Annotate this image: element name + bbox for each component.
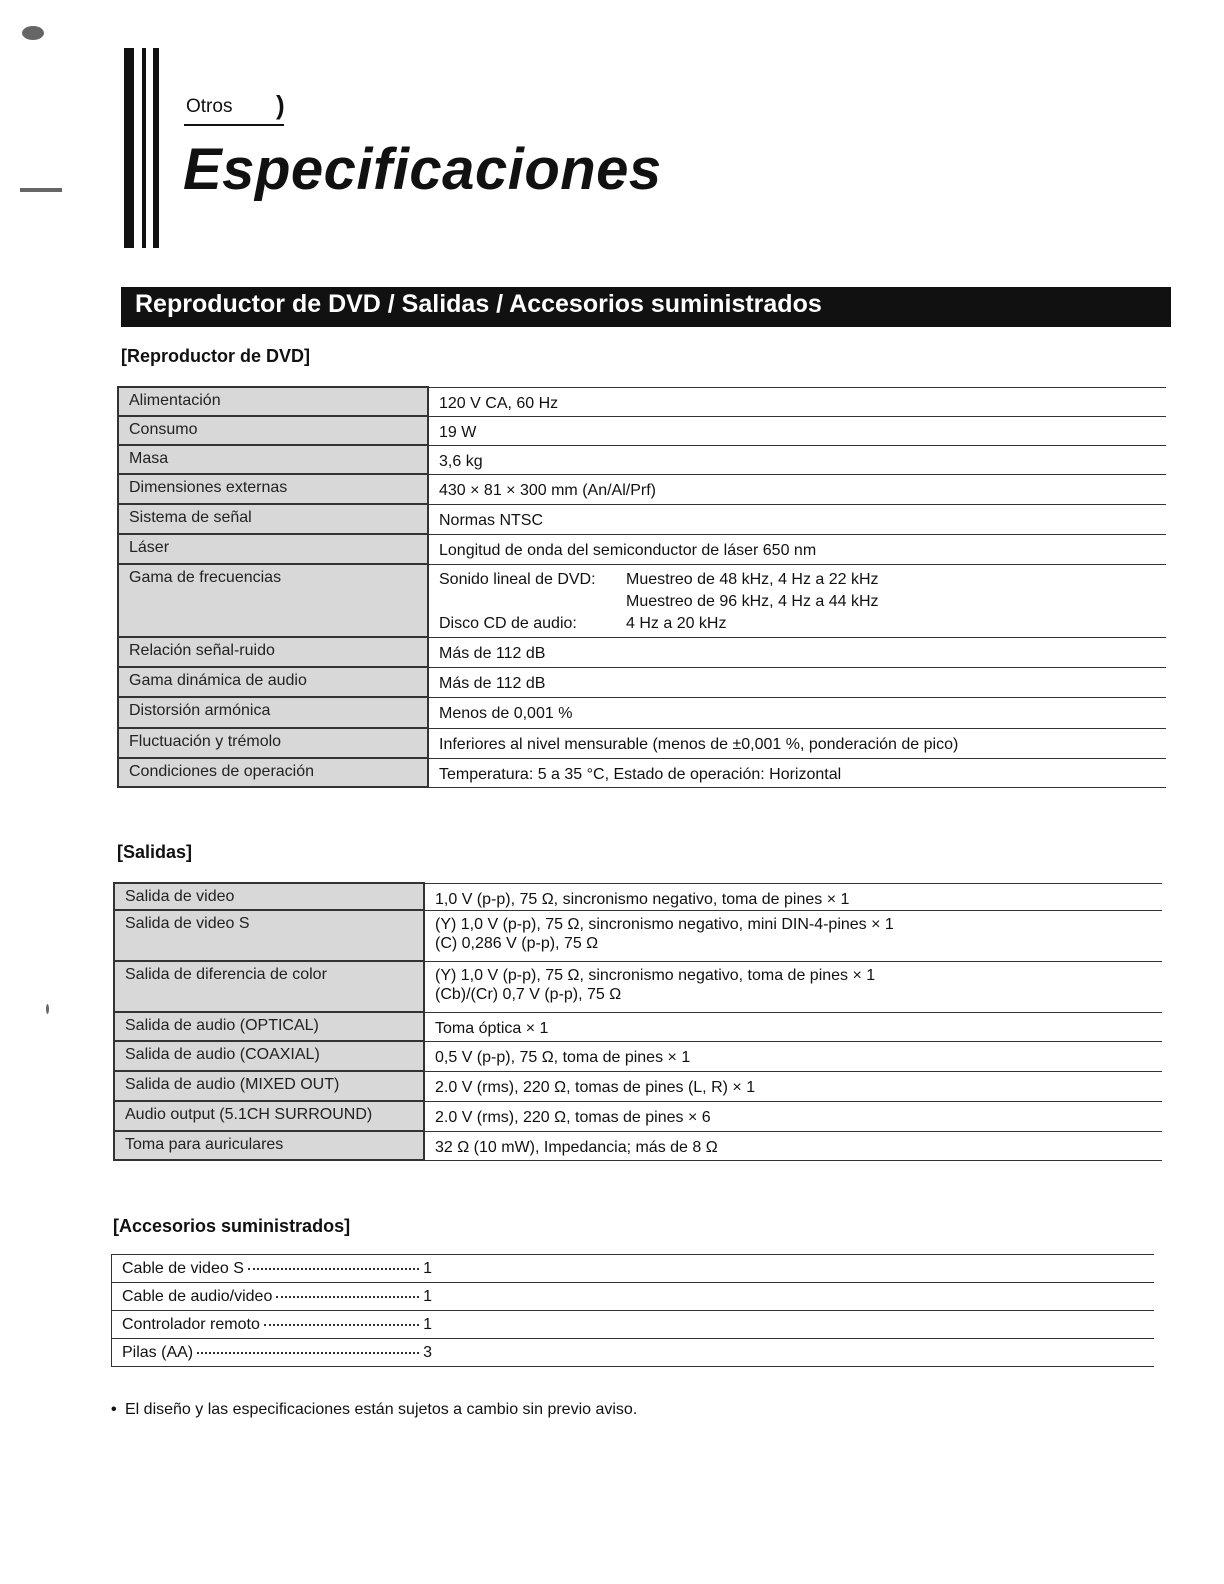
spec-value: Menos de 0,001 % [428, 697, 1166, 728]
accessory-name: Pilas (AA) [122, 1343, 194, 1361]
spec-row [114, 1012, 1162, 1041]
spec-label: Dimensiones externas [118, 474, 428, 504]
dvd-sound-96khz: Muestreo de 96 kHz, 4 Hz a 44 kHz [626, 592, 879, 610]
accessory-qty: 1 [423, 1315, 432, 1333]
spec-row [118, 758, 1166, 787]
accessory-row [112, 1311, 1155, 1339]
scan-noise [22, 26, 44, 40]
decorative-bars [124, 48, 164, 248]
accessory-name: Controlador remoto [122, 1315, 260, 1333]
accessory-item [122, 1260, 432, 1278]
spec-label: Consumo [118, 416, 428, 445]
spec-row [118, 534, 1166, 564]
footnote [111, 1401, 637, 1419]
spec-value: Toma óptica × 1 [424, 1012, 1162, 1041]
dvd-player-heading: [Reproductor de DVD] [121, 346, 310, 366]
section-banner: Reproductor de DVD / Salidas / Accesorios suministrados [121, 287, 1171, 327]
spec-label: Salida de audio (MIXED OUT) [114, 1071, 424, 1101]
spec-value: 2.0 V (rms), 220 Ω, tomas de pines (L, R) × 1 [424, 1071, 1162, 1101]
spec-row [118, 564, 1166, 637]
accessory-item [122, 1316, 432, 1334]
spec-label: Gama dinámica de audio [118, 667, 428, 697]
spec-row [114, 1101, 1162, 1131]
spec-label: Fluctuación y trémolo [118, 728, 428, 758]
spec-value-line: (Y) 1,0 V (p-p), 75 Ω, sincronismo negativo, toma de pines × 1 [435, 966, 876, 984]
accessory-item [122, 1288, 432, 1306]
spec-row [118, 504, 1166, 534]
dot-leader [264, 1324, 419, 1326]
spec-value: 32 Ω (10 mW), Impedancia; más de 8 Ω [424, 1131, 1162, 1160]
spec-value: 0,5 V (p-p), 75 Ω, toma de pines × 1 [424, 1041, 1162, 1071]
scan-noise [20, 188, 62, 192]
spec-value: Más de 112 dB [428, 667, 1166, 697]
spec-value [424, 910, 1162, 961]
accessory-qty: 3 [423, 1343, 432, 1361]
spec-row [118, 387, 1166, 416]
audio-cd-label: Disco CD de audio: [439, 614, 577, 632]
spec-value: Normas NTSC [428, 504, 1166, 534]
spec-value: 2.0 V (rms), 220 Ω, tomas de pines × 6 [424, 1101, 1162, 1131]
accessory-qty: 1 [423, 1287, 432, 1305]
spec-label: Salida de audio (COAXIAL) [114, 1041, 424, 1071]
accessory-name: Cable de video S [122, 1259, 244, 1277]
spec-value: 3,6 kg [428, 445, 1166, 474]
spec-row [118, 445, 1166, 474]
accessory-row [112, 1339, 1155, 1367]
spec-label: Condiciones de operación [118, 758, 428, 787]
spec-label: Sistema de señal [118, 504, 428, 534]
bullet-icon: • [111, 1401, 117, 1418]
spec-value: 1,0 V (p-p), 75 Ω, sincronismo negativo, toma de pines × 1 [424, 883, 1162, 910]
section-tag [186, 90, 285, 120]
spec-row [114, 1131, 1162, 1160]
spec-label: Audio output (5.1CH SURROUND) [114, 1101, 424, 1131]
spec-value: Longitud de onda del semiconductor de láser 650 nm [428, 534, 1166, 564]
spec-value: Más de 112 dB [428, 637, 1166, 667]
dvd-player-spec-table [117, 386, 1166, 788]
spec-label: Distorsión armónica [118, 697, 428, 728]
spec-value: Temperatura: 5 a 35 °C, Estado de operación: Horizontal [428, 758, 1166, 787]
dot-leader [248, 1268, 419, 1270]
page-title: Especificaciones [183, 137, 662, 202]
spec-label: Salida de video S [114, 910, 424, 961]
spec-row [114, 910, 1162, 961]
outputs-spec-table [113, 882, 1162, 1161]
frequency-range-grid [439, 569, 1156, 634]
spec-label: Toma para auriculares [114, 1131, 424, 1160]
accessory-row [112, 1283, 1155, 1311]
spec-label: Salida de audio (OPTICAL) [114, 1012, 424, 1041]
spec-label: Relación señal-ruido [118, 637, 428, 667]
accessory-item [122, 1344, 432, 1362]
spec-label: Alimentación [118, 387, 428, 416]
spec-row [118, 474, 1166, 504]
accessory-row [112, 1255, 1155, 1283]
dvd-sound-48khz: Muestreo de 48 kHz, 4 Hz a 22 kHz [626, 570, 879, 588]
section-tag-underline [184, 124, 284, 126]
spec-row [118, 697, 1166, 728]
dot-leader [197, 1352, 419, 1354]
spec-value-line: (Y) 1,0 V (p-p), 75 Ω, sincronismo negativo, mini DIN-4-pines × 1 [435, 915, 894, 933]
dot-leader [276, 1296, 419, 1298]
spec-row [114, 1071, 1162, 1101]
accessory-qty: 1 [423, 1259, 432, 1277]
spec-label: Salida de video [114, 883, 424, 910]
spec-value [428, 564, 1166, 637]
spec-value-line: (Cb)/(Cr) 0,7 V (p-p), 75 Ω [435, 985, 622, 1003]
spec-row [114, 1041, 1162, 1071]
spec-value: 430 × 81 × 300 mm (An/Al/Prf) [428, 474, 1166, 504]
spec-value [424, 961, 1162, 1012]
section-tag-label: Otros [186, 96, 233, 117]
outputs-heading: [Salidas] [117, 842, 193, 862]
accessories-table [111, 1254, 1154, 1367]
spec-value: 120 V CA, 60 Hz [428, 387, 1166, 416]
spec-value: Inferiores al nivel mensurable (menos de ±0,001 %, ponderación de pico) [428, 728, 1166, 758]
spec-value: 19 W [428, 416, 1166, 445]
spec-value-line: (C) 0,286 V (p-p), 75 Ω [435, 934, 599, 952]
spec-row [114, 961, 1162, 1012]
spec-row [118, 416, 1166, 445]
spec-row [118, 667, 1166, 697]
spec-label: Gama de frecuencias [118, 564, 428, 637]
spec-row [118, 728, 1166, 758]
footnote-text: El diseño y las especificaciones están sujetos a cambio sin previo aviso. [125, 1401, 638, 1418]
section-tag-paren: ) [276, 90, 285, 120]
spec-label: Salida de diferencia de color [114, 961, 424, 1012]
spec-label: Láser [118, 534, 428, 564]
scan-noise [46, 1004, 49, 1014]
accessory-name: Cable de audio/video [122, 1287, 273, 1305]
spec-row [114, 883, 1162, 910]
spec-label: Masa [118, 445, 428, 474]
dvd-sound-label: Sonido lineal de DVD: [439, 570, 596, 588]
audio-cd-value: 4 Hz a 20 kHz [626, 614, 727, 632]
spec-row [118, 637, 1166, 667]
accessories-heading: [Accesorios suministrados] [113, 1216, 351, 1236]
